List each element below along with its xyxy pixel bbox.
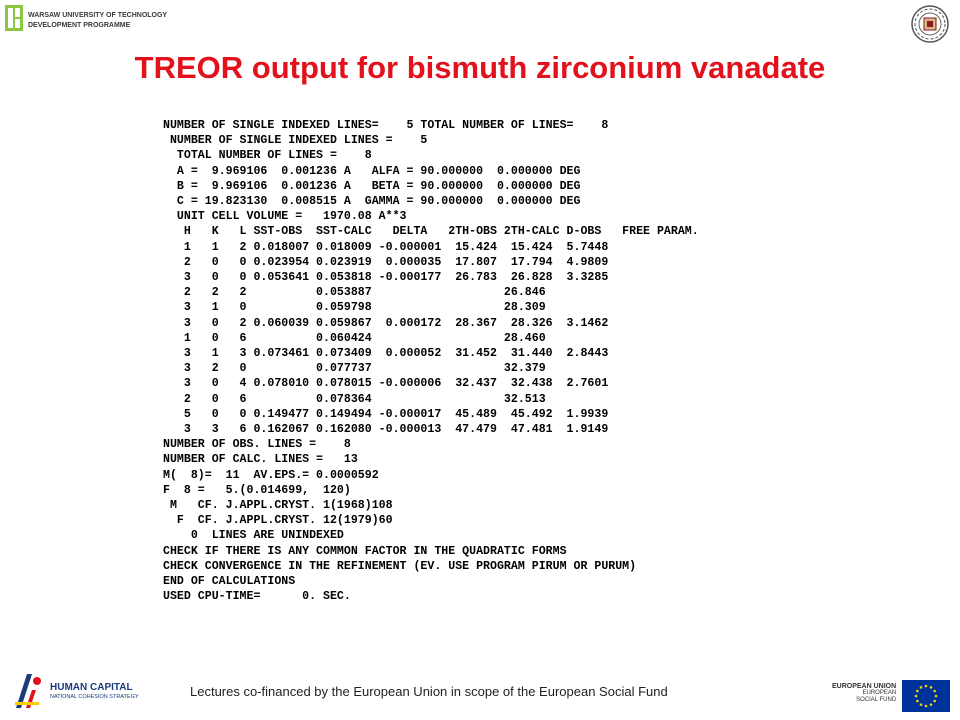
output-line: NUMBER OF SINGLE INDEXED LINES = 5 xyxy=(163,134,428,148)
pw-logo-icon xyxy=(5,5,23,31)
eu-subtitle-2: SOCIAL FUND xyxy=(856,697,897,703)
output-line: NUMBER OF OBS. LINES = 8 xyxy=(163,438,351,452)
output-line: 1 0 6 0.060424 28.460 xyxy=(163,331,546,345)
output-line: 1 1 2 0.018007 0.018009 -0.000001 15.424 15.424 5.7448 xyxy=(163,240,609,254)
human-capital-logo xyxy=(14,672,139,710)
eu-star-icon xyxy=(934,700,937,703)
output-line: 3 2 0 0.077737 32.379 xyxy=(163,362,546,376)
output-line: 2 2 2 0.053887 26.846 xyxy=(163,286,546,300)
output-line: 2 0 0 0.023954 0.023919 0.000035 17.807 17.794 4.9809 xyxy=(163,255,609,269)
eu-subtitle-1: EUROPEAN xyxy=(862,690,897,696)
output-line: F CF. J.APPL.CRYST. 12(1979)60 xyxy=(163,514,393,528)
treor-output-listing xyxy=(163,118,699,605)
output-line: M( 8)= 11 AV.EPS.= 0.0000592 xyxy=(163,468,379,482)
output-line: C = 19.823130 0.008515 A GAMMA = 90.000000 0.000000 DEG xyxy=(163,195,581,209)
output-line: END OF CALCULATIONS xyxy=(163,575,296,589)
eu-star-icon xyxy=(916,690,919,693)
output-line: UNIT CELL VOLUME = 1970.08 A**3 xyxy=(163,210,407,224)
eu-logo xyxy=(832,680,950,712)
output-line: CHECK IF THERE IS ANY COMMON FACTOR IN THE QUADRATIC FORMS xyxy=(163,544,567,558)
eu-star-icon xyxy=(930,703,933,706)
eu-star-icon xyxy=(920,703,923,706)
output-line: 0 LINES ARE UNINDEXED xyxy=(163,529,344,543)
output-line: 3 3 6 0.162067 0.162080 -0.000013 47.479 47.481 1.9149 xyxy=(163,423,609,437)
eu-flag-icon xyxy=(902,680,950,712)
eu-star-icon xyxy=(916,700,919,703)
output-line: 5 0 0 0.149477 0.149494 -0.000017 45.489 45.492 1.9939 xyxy=(163,407,609,421)
eu-star-icon xyxy=(934,690,937,693)
university-logo xyxy=(5,5,167,31)
eu-star-icon xyxy=(920,686,923,689)
output-line: 3 1 0 0.059798 28.309 xyxy=(163,301,546,315)
human-capital-title: HUMAN CAPITAL xyxy=(50,682,133,693)
output-line: NUMBER OF SINGLE INDEXED LINES= 5 TOTAL NUMBER OF LINES= 8 xyxy=(163,119,609,132)
output-line: USED CPU-TIME= 0. SEC. xyxy=(163,590,351,604)
output-line: A = 9.969106 0.001236 A ALFA = 90.000000 0.000000 DEG xyxy=(163,164,581,178)
output-line: 3 0 4 0.078010 0.078015 -0.000006 32.437 32.438 2.7601 xyxy=(163,377,609,391)
university-name xyxy=(28,11,167,31)
eu-title: EUROPEAN UNION xyxy=(832,683,897,690)
output-line: M CF. J.APPL.CRYST. 1(1968)108 xyxy=(163,499,393,513)
output-line: 3 0 2 0.060039 0.059867 0.000172 28.367 28.326 3.1462 xyxy=(163,316,609,330)
university-seal-icon xyxy=(910,4,950,44)
eu-star-icon xyxy=(935,695,938,698)
eu-star-icon xyxy=(925,705,928,708)
human-capital-logo-icon xyxy=(14,672,44,710)
output-line: H K L SST-OBS SST-CALC DELTA 2TH-OBS 2TH-CALC D-OBS FREE PARAM. xyxy=(163,225,699,239)
human-capital-subtitle: NATIONAL COHESION STRATEGY xyxy=(50,694,139,700)
page-title: TREOR output for bismuth zirconium vanadate xyxy=(134,50,826,85)
eu-star-icon xyxy=(930,686,933,689)
output-line: B = 9.969106 0.001236 A BETA = 90.000000 0.000000 DEG xyxy=(163,179,581,193)
output-line: 3 0 0 0.053641 0.053818 -0.000177 26.783 26.828 3.3285 xyxy=(163,271,609,285)
eu-star-icon xyxy=(925,685,928,688)
output-line: NUMBER OF CALC. LINES = 13 xyxy=(163,453,358,467)
output-line: TOTAL NUMBER OF LINES = 8 xyxy=(163,149,372,163)
output-line: CHECK CONVERGENCE IN THE REFINEMENT (EV. USE PROGRAM PIRUM OR PURUM) xyxy=(163,559,637,573)
university-line-2: DEVELOPMENT PROGRAMME xyxy=(28,22,131,29)
output-line: 3 1 3 0.073461 0.073409 0.000052 31.452 31.440 2.8443 xyxy=(163,347,609,361)
output-line: F 8 = 5.(0.014699, 120) xyxy=(163,483,351,497)
eu-star-icon xyxy=(915,695,918,698)
footer-note: Lectures co-financed by the European Union in scope of the European Social Fund xyxy=(190,684,668,699)
output-line: 2 0 6 0.078364 32.513 xyxy=(163,392,546,406)
university-line-1: WARSAW UNIVERSITY OF TECHNOLOGY xyxy=(28,12,168,19)
